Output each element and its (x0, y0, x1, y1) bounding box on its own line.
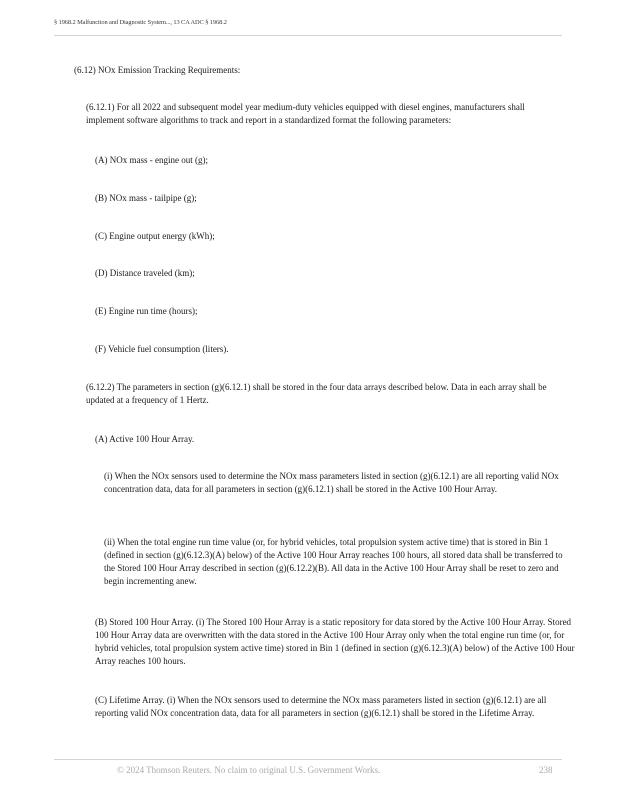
parameter-e: (E) Engine run time (hours); (95, 306, 198, 316)
paragraph-6-12-2: (6.12.2) The parameters in section (g)(6.12.1) shall be stored in the four data arrays described below. Data in each array shall be updated at a frequency of 1 Hertz. (86, 382, 547, 405)
parameter-d: (D) Distance traveled (km); (95, 268, 195, 278)
parameter-a: (A) NOx mass - engine out (g); (95, 155, 208, 165)
parameter-b: (B) NOx mass - tailpipe (g); (95, 193, 197, 203)
running-header: § 1968.2 Malfunction and Diagnostic System..., 13 CA ADC § 1968.2 (54, 19, 227, 26)
page-number: 238 (539, 765, 553, 775)
paragraph-6-12-1: (6.12.1) For all 2022 and subsequent model year medium-duty vehicles equipped with diesel engines, manufacturers shall implement software algorithms to track and report in a standardized format the following parameters: (86, 102, 525, 125)
array-a-item-i: (i) When the NOx sensors used to determine the NOx mass parameters listed in section (g)(6.12.1) are all reporting valid NOx concentration data, data for all parameters in section (g)(6.12.1) shall be stored in the Active 100 Hour Array. (104, 471, 559, 494)
array-a-item-ii: (ii) When the total engine run time value (or, for hybrid vehicles, total propulsion system active time) that is stored in Bin 1 (defined in section (g)(6.12.3)(A) below) of the Active 100 Hour Array reaches 100 hours, all stored data shall be transferred to the Stored 100 Hour Array described in section (g)(6.12.2)(B). All data in the Active 100 Hour Array shall be reset to zero and begin incrementing anew. (104, 537, 563, 586)
parameter-f: (F) Vehicle fuel consumption (liters). (95, 344, 229, 354)
footer-divider (54, 759, 562, 760)
footer-copyright: © 2024 Thomson Reuters. No claim to original U.S. Government Works. (117, 765, 381, 775)
array-a-heading: (A) Active 100 Hour Array. (95, 434, 195, 444)
array-c-paragraph: (C) Lifetime Array. (i) When the NOx sensors used to determine the NOx mass parameters listed in section (g)(6.12.1) are all reporting valid NOx concentration data, data for all parameters in section (g)(6.12.1) shall be stored in the Lifetime Array. (95, 695, 547, 718)
section-heading: (6.12) NOx Emission Tracking Requirements: (74, 65, 241, 75)
parameter-c: (C) Engine output energy (kWh); (95, 231, 215, 241)
header-divider (54, 35, 562, 36)
array-b-paragraph: (B) Stored 100 Hour Array. (i) The Stored 100 Hour Array is a static repository for data stored by the Active 100 Hour Array. Stored 100 Hour Array data are overwritten with the data stored in the Active 100 Hour Array only when the total engine run time (or, for hybrid vehicles, total propulsion system active time) stored in Bin 1 (defined in section (g)(6.12.3)(A) below) of the Active 100 Hour Array reaches 100 hours. (95, 617, 575, 666)
